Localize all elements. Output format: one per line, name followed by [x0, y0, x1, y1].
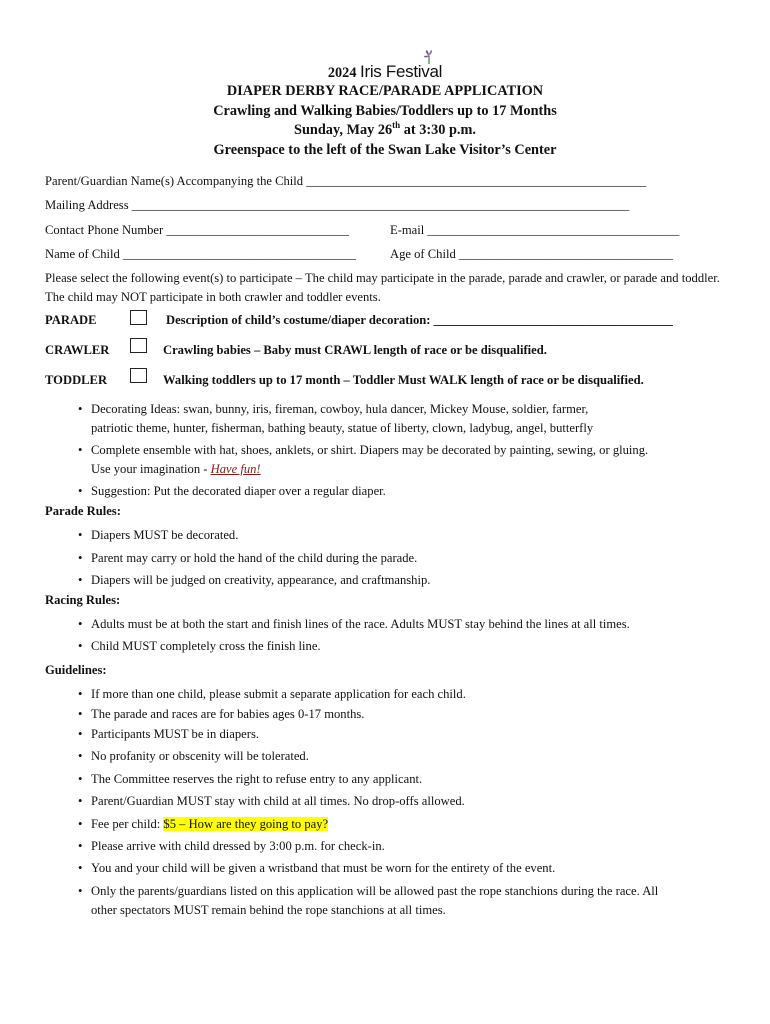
event-desc-toddler: Walking toddlers up to 17 month – Toddler Must WALK length of race or be disqualified.	[163, 373, 644, 387]
parent-name-field[interactable]: Parent/Guardian Name(s) Accompanying the Child ______________________________________________________	[45, 174, 647, 188]
list-item: • No profanity or obscenity will be tolerated.	[78, 749, 309, 763]
list-item: • You and your child will be given a wristband that must be worn for the entirety of the event.	[78, 861, 556, 875]
child-age-field[interactable]: Age of Child __________________________________	[390, 247, 674, 261]
parade-rules-heading: Parade Rules:	[45, 504, 121, 518]
fee-highlight: $5 – How are they going to pay?	[163, 817, 329, 831]
event-label-parade: PARADE	[45, 313, 97, 327]
have-fun-text: Have fun!	[210, 462, 261, 476]
form-subtitle: Crawling and Walking Babies/Toddlers up to 17 Months	[213, 103, 557, 119]
toddler-checkbox[interactable]	[130, 368, 147, 383]
list-item: • Diapers MUST be decorated.	[78, 528, 239, 542]
list-item: • Only the parents/guardians listed on this application will be allowed past the rope stanchions during the race. All other spectators MUST remain behind the rope stanchions at all times.	[78, 884, 659, 917]
guidelines-heading: Guidelines:	[45, 663, 107, 677]
event-date: Sunday, May 26th at 3:30 p.m.	[294, 120, 476, 138]
list-item: • Complete ensemble with hat, shoes, anklets, or shirt. Diapers may be decorated by painting, sewing, or gluing. Use your imagination - Have fun!	[78, 443, 649, 476]
event-desc-crawler: Crawling babies – Baby must CRAWL length of race or be disqualified.	[163, 343, 547, 357]
year: 2024	[327, 65, 357, 81]
list-item: • Participants MUST be in diapers.	[78, 727, 260, 741]
event-desc-parade: Description of child’s costume/diaper decoration: ______________________________________	[166, 313, 673, 327]
event-label-crawler: CRAWLER	[45, 343, 110, 357]
contact-phone-field[interactable]: Contact Phone Number _____________________________	[45, 223, 349, 237]
parade-checkbox[interactable]	[130, 310, 147, 325]
list-item: • Child MUST completely cross the finish line.	[78, 639, 321, 653]
crawler-checkbox[interactable]	[130, 338, 147, 353]
list-item: • Parent may carry or hold the hand of the child during the parade.	[78, 551, 418, 565]
event-label-toddler: TODDLER	[45, 373, 108, 387]
list-item: • Suggestion: Put the decorated diaper over a regular diaper.	[78, 484, 386, 498]
event-location: Greenspace to the left of the Swan Lake Visitor’s Center	[213, 142, 557, 158]
racing-rules-heading: Racing Rules:	[45, 593, 121, 607]
list-item: • Parent/Guardian MUST stay with child at all times. No drop-offs allowed.	[78, 794, 465, 808]
list-item: • Adults must be at both the start and finish lines of the race. Adults MUST stay behind the lines at all times.	[78, 617, 630, 631]
event-instructions: Please select the following event(s) to participate – The child may participate in the parade, parade and crawler, or parade and toddler. The child may NOT participate in both crawler and toddler events.	[45, 271, 720, 304]
mailing-address-field[interactable]: Mailing Address _______________________________________________________________________________	[45, 198, 630, 212]
header-year-logo	[0, 63, 770, 82]
child-name-field[interactable]: Name of Child _____________________________________	[45, 247, 356, 261]
form-title: DIAPER DERBY RACE/PARADE APPLICATION	[226, 83, 544, 99]
list-item: • Please arrive with child dressed by 3:00 p.m. for check-in.	[78, 839, 385, 853]
list-item: • Diapers will be judged on creativity, appearance, and craftmanship.	[78, 573, 431, 587]
list-item: • Decorating Ideas: swan, bunny, iris, fireman, cowboy, hula dancer, Mickey Mouse, soldier, farmer, patriotic theme, hunter, fisherman, bathing beauty, statue of liberty, clown, ladybug, angel, butterfly	[78, 402, 594, 435]
iris-festival-logo: Iris Festival	[360, 62, 442, 81]
list-item: • If more than one child, please submit a separate application for each child.	[78, 687, 466, 701]
iris-flower-icon	[422, 50, 436, 66]
list-item: • The Committee reserves the right to refuse entry to any applicant.	[78, 772, 423, 786]
email-field[interactable]: E-mail ________________________________________	[390, 223, 680, 237]
list-item: • Fee per child: $5 – How are they going to pay?	[78, 817, 329, 831]
list-item: • The parade and races are for babies ages 0-17 months.	[78, 707, 365, 721]
